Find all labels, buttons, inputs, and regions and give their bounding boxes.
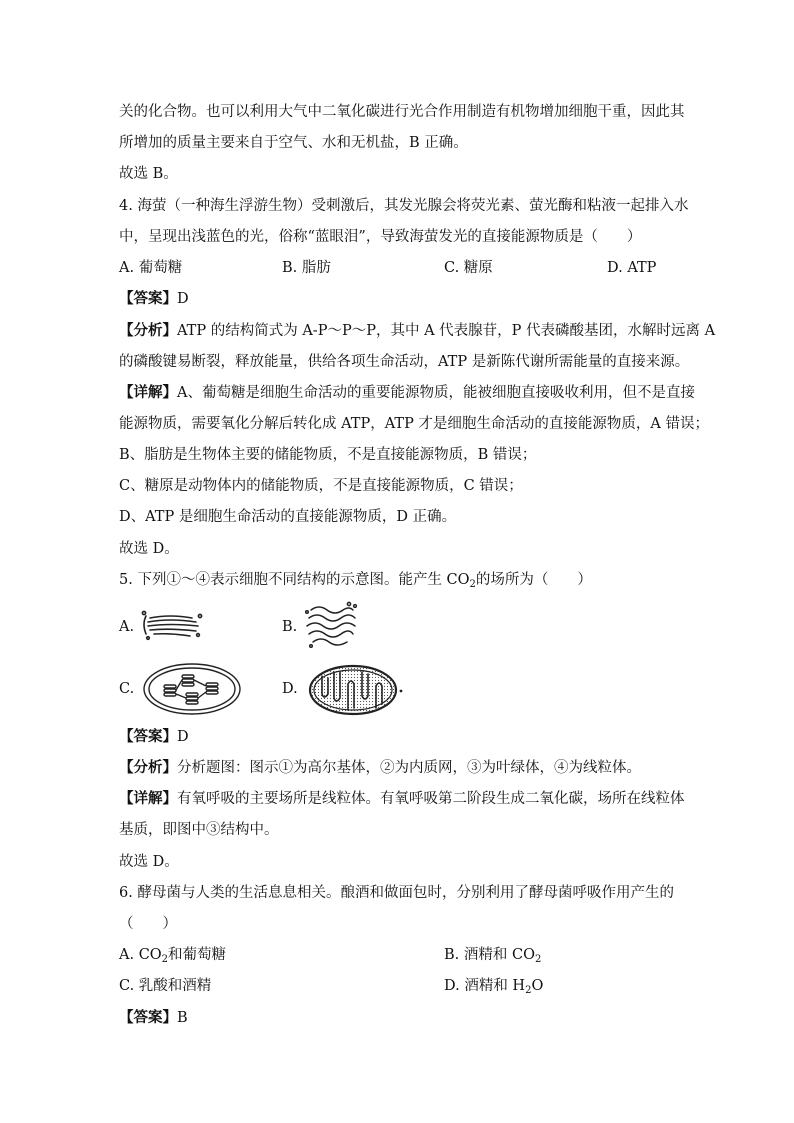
q4-analysis-line-2: 的磷酸键易断裂，释放能量，供给各项生命活动，ATP 是新陈代谢所需能量的直接来源。 (119, 354, 690, 370)
q6-option-a-pre: A. CO (119, 947, 162, 963)
q4-detail-line-3: B、脂肪是生物体主要的储能物质，不是直接能源物质，B 错误； (119, 447, 537, 463)
answer-tag: 【答案】 (119, 290, 177, 307)
detail-text: A、葡萄糖是细胞生命活动的重要能源物质，能被细胞直接吸收利用，但不是直接 (177, 385, 695, 401)
q4-stem-line-1: 4. 海萤（一种海生浮游生物）受刺激后，其发光腺会将荧光素、萤光酶和粘液一起排入水 (119, 198, 689, 214)
analysis-tag: 【分析】 (119, 322, 177, 339)
q4-choose: 故选 D。 (119, 541, 179, 557)
q4-stem-line-2: 中，呈现出浅蓝色的光，俗称“蓝眼泪”，导致海萤发光的直接能源物质是（ ） (119, 229, 642, 245)
q4-answer (119, 289, 189, 309)
q6-stem-line-1: 6. 酵母菌与人类的生活息息相关。酿酒和做面包时，分别利用了酵母菌呼吸作用产生的 (119, 885, 674, 901)
answer-value: D (177, 291, 189, 307)
q4-analysis-line-1 (119, 321, 715, 341)
detail-tag: 【详解】 (119, 384, 177, 401)
q4-option-c: C. 糖原 (444, 260, 493, 276)
q4-detail-line-5: D、ATP 是细胞生命活动的直接能源物质，D 正确。 (119, 509, 457, 525)
analysis-text: 分析题图：图示①为高尔基体，②为内质网，③为叶绿体，④为线粒体。 (177, 760, 641, 776)
prev-text-line-2: 所增加的质量主要来自于空气、水和无机盐，B 正确。 (119, 135, 468, 151)
q6-option-a (119, 945, 226, 965)
q5-label-a: A. (119, 619, 135, 635)
q5-detail-line-1 (119, 789, 685, 809)
endoplasmic-reticulum-icon (303, 600, 359, 650)
analysis-text: ATP 的结构简式为 A-P～P～P，其中 A 代表腺苷，P 代表磷酸基团，水解时远离 A (177, 323, 716, 339)
q4-detail-line-1 (119, 383, 695, 403)
q6-stem-line-2: （ ） (119, 916, 177, 932)
q6-option-b-pre: B. 酒精和 CO (444, 947, 535, 963)
prev-text-line-1: 关的化合物。也可以利用大气中二氧化碳进行光合作用制造有机物增加细胞干重，因此其 (119, 104, 685, 120)
q6-option-d-sub: 2 (525, 985, 532, 996)
q5-label-d: D. (282, 681, 298, 697)
q6-option-b (444, 945, 541, 965)
q5-stem (119, 570, 592, 590)
answer-value: D (177, 729, 189, 745)
q6-answer (119, 1008, 188, 1028)
detail-text: 有氧呼吸的主要场所是线粒体。有氧呼吸第二阶段生成二氧化碳，场所在线粒体 (177, 791, 685, 807)
q6-option-d-post: O (531, 978, 544, 994)
q4-option-a: A. 葡萄糖 (119, 260, 183, 276)
q5-detail-line-2: 基质，即图中③结构中。 (119, 822, 279, 838)
mitochondrion-icon (308, 664, 404, 716)
prev-choose: 故选 B。 (119, 166, 178, 182)
q5-choose: 故选 D。 (119, 854, 179, 870)
q5-analysis (119, 758, 641, 778)
answer-tag: 【答案】 (119, 728, 177, 745)
q6-option-d (444, 976, 543, 996)
detail-tag: 【详解】 (119, 790, 177, 807)
answer-value: B (177, 1010, 188, 1026)
q5-answer (119, 727, 189, 747)
q4-detail-line-2: 能源物质，需要氧化分解后转化成 ATP，ATP 才是细胞生命活动的直接能源物质，A 错误； (119, 416, 710, 432)
answer-tag: 【答案】 (119, 1009, 177, 1026)
q5-stem-post: 的场所为（ ） (475, 572, 592, 588)
q4-option-d: D. ATP (607, 260, 657, 276)
q6-option-a-post: 和葡萄糖 (168, 947, 227, 963)
q5-stem-sub: 2 (469, 579, 476, 590)
chloroplast-icon (142, 662, 242, 716)
golgi-apparatus-icon (140, 606, 204, 642)
q4-detail-line-4: C、糖原是动物体内的储能物质，不是直接能源物质，C 错误； (119, 478, 523, 494)
q5-label-c: C. (119, 681, 135, 697)
q6-option-c: C. 乳酸和酒精 (119, 978, 212, 994)
q5-stem-pre: 5. 下列①～④表示细胞不同结构的示意图。能产生 CO (119, 572, 470, 588)
q6-option-a-sub: 2 (161, 954, 169, 965)
q6-option-b-sub: 2 (534, 954, 542, 965)
q5-label-b: B. (282, 619, 298, 635)
q6-option-d-pre: D. 酒精和 H (444, 978, 526, 994)
analysis-tag: 【分析】 (119, 759, 177, 776)
q4-option-b: B. 脂肪 (282, 260, 331, 276)
